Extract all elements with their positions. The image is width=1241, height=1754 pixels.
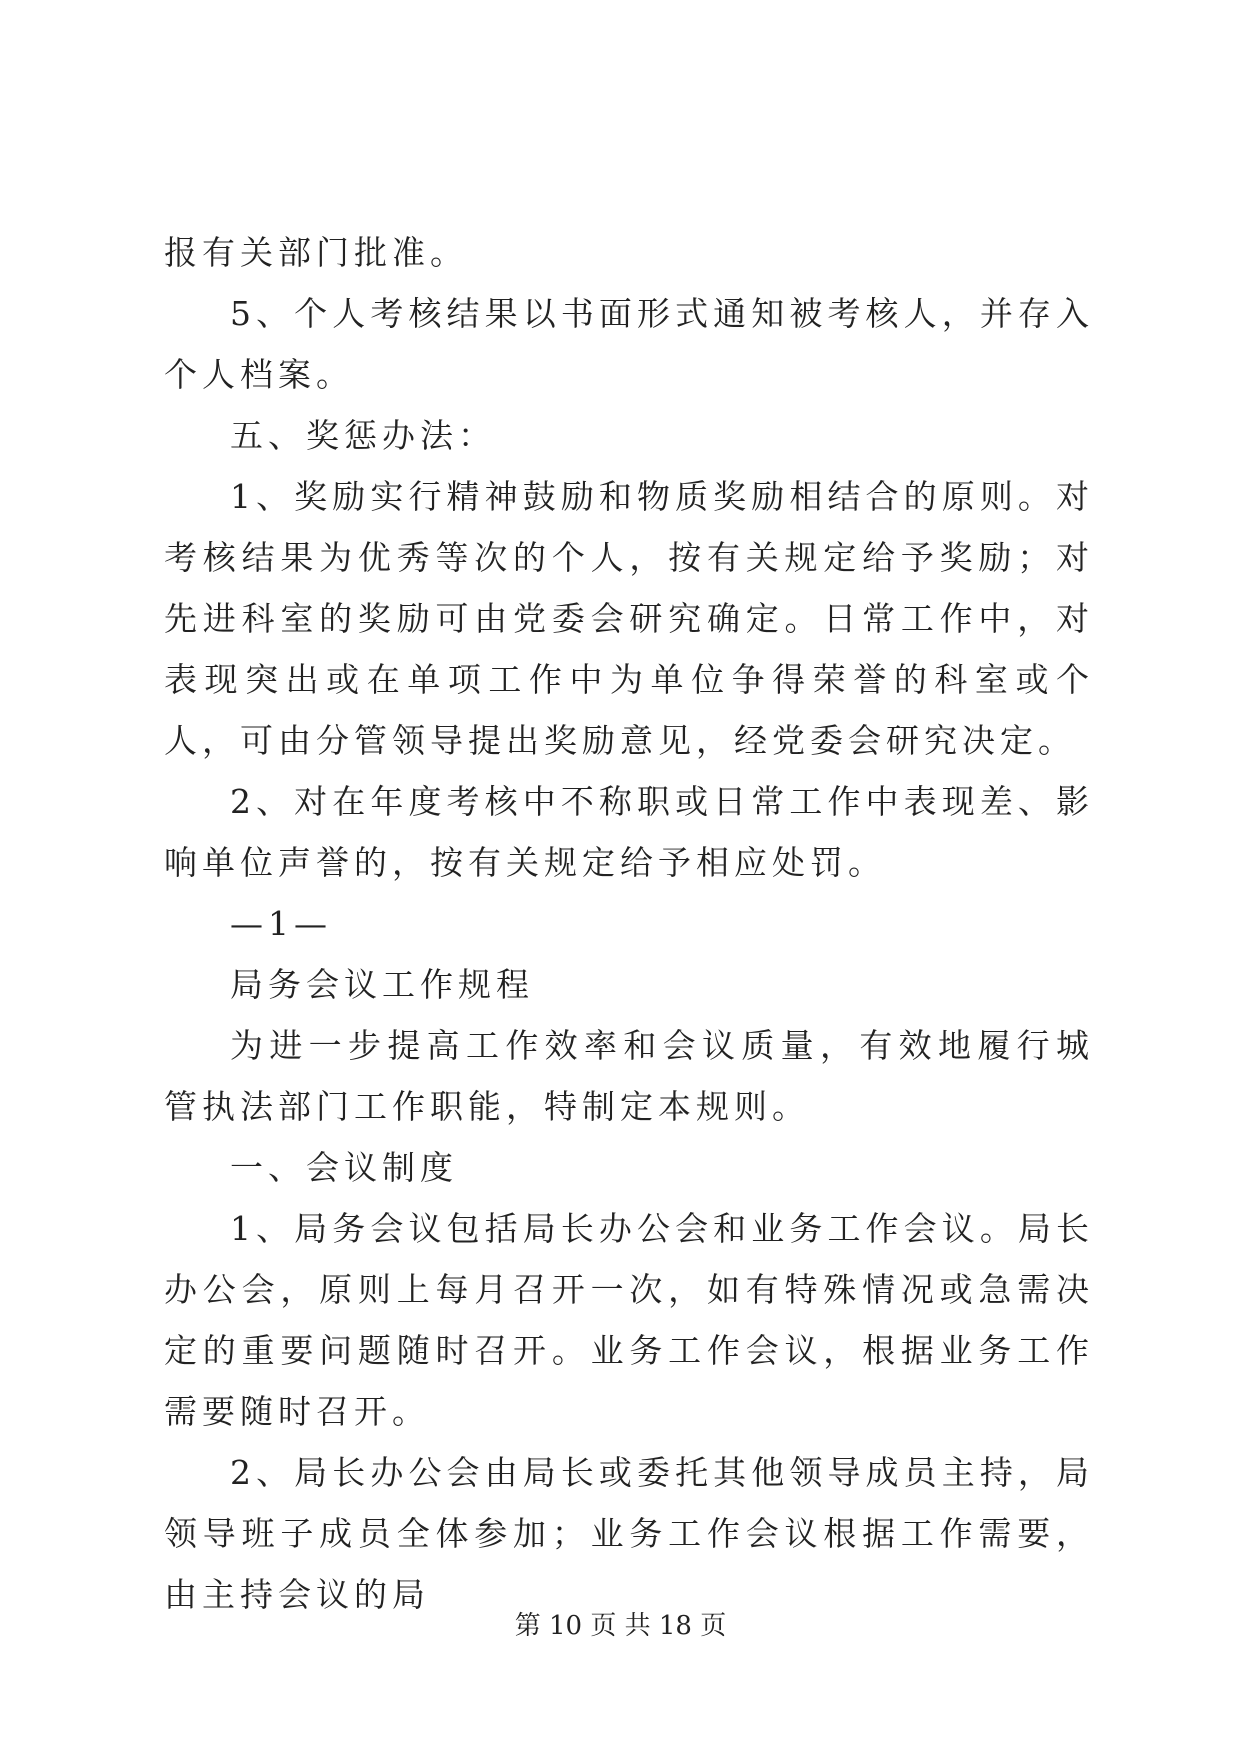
paragraph: 报有关部门批准。 [164, 233, 468, 272]
document-title: 局务会议工作规程 [230, 965, 534, 1004]
paragraph: 1、局务会议包括局长办公会和业务工作会议。局长办公会，原则上每月召开一次，如有特殊情况或急需决定的重要问题随时召开。业务工作会议，根据业务工作需要随时召开。 [164, 1209, 1094, 1431]
paragraph: 1、奖励实行精神鼓励和物质奖励相结合的原则。对考核结果为优秀等次的个人，按有关规定给予奖励；对先进科室的奖励可由党委会研究确定。日常工作中，对表现突出或在单项工作中为单位争得荣誉的科室或个人，可由分管领导提出奖励意见，经党委会研究决定。 [164, 477, 1094, 760]
document-body [164, 222, 1094, 1625]
paragraph: 2、局长办公会由局长或委托其他领导成员主持，局领导班子成员全体参加；业务工作会议根据工作需要，由主持会议的局 [164, 1453, 1094, 1614]
section-heading: 一、会议制度 [230, 1148, 458, 1187]
paragraph: 2、对在年度考核中不称职或日常工作中表现差、影响单位声誉的，按有关规定给予相应处罚。 [164, 782, 1094, 882]
page-marker: —1— [230, 904, 332, 943]
paragraph: 5、个人考核结果以书面形式通知被考核人，并存入个人档案。 [164, 294, 1094, 394]
section-heading: 五、奖惩办法： [230, 416, 496, 455]
page-footer: 第 10 页 共 18 页 [514, 1611, 727, 1641]
paragraph: 为进一步提高工作效率和会议质量，有效地履行城管执法部门工作职能，特制定本规则。 [164, 1026, 1094, 1126]
